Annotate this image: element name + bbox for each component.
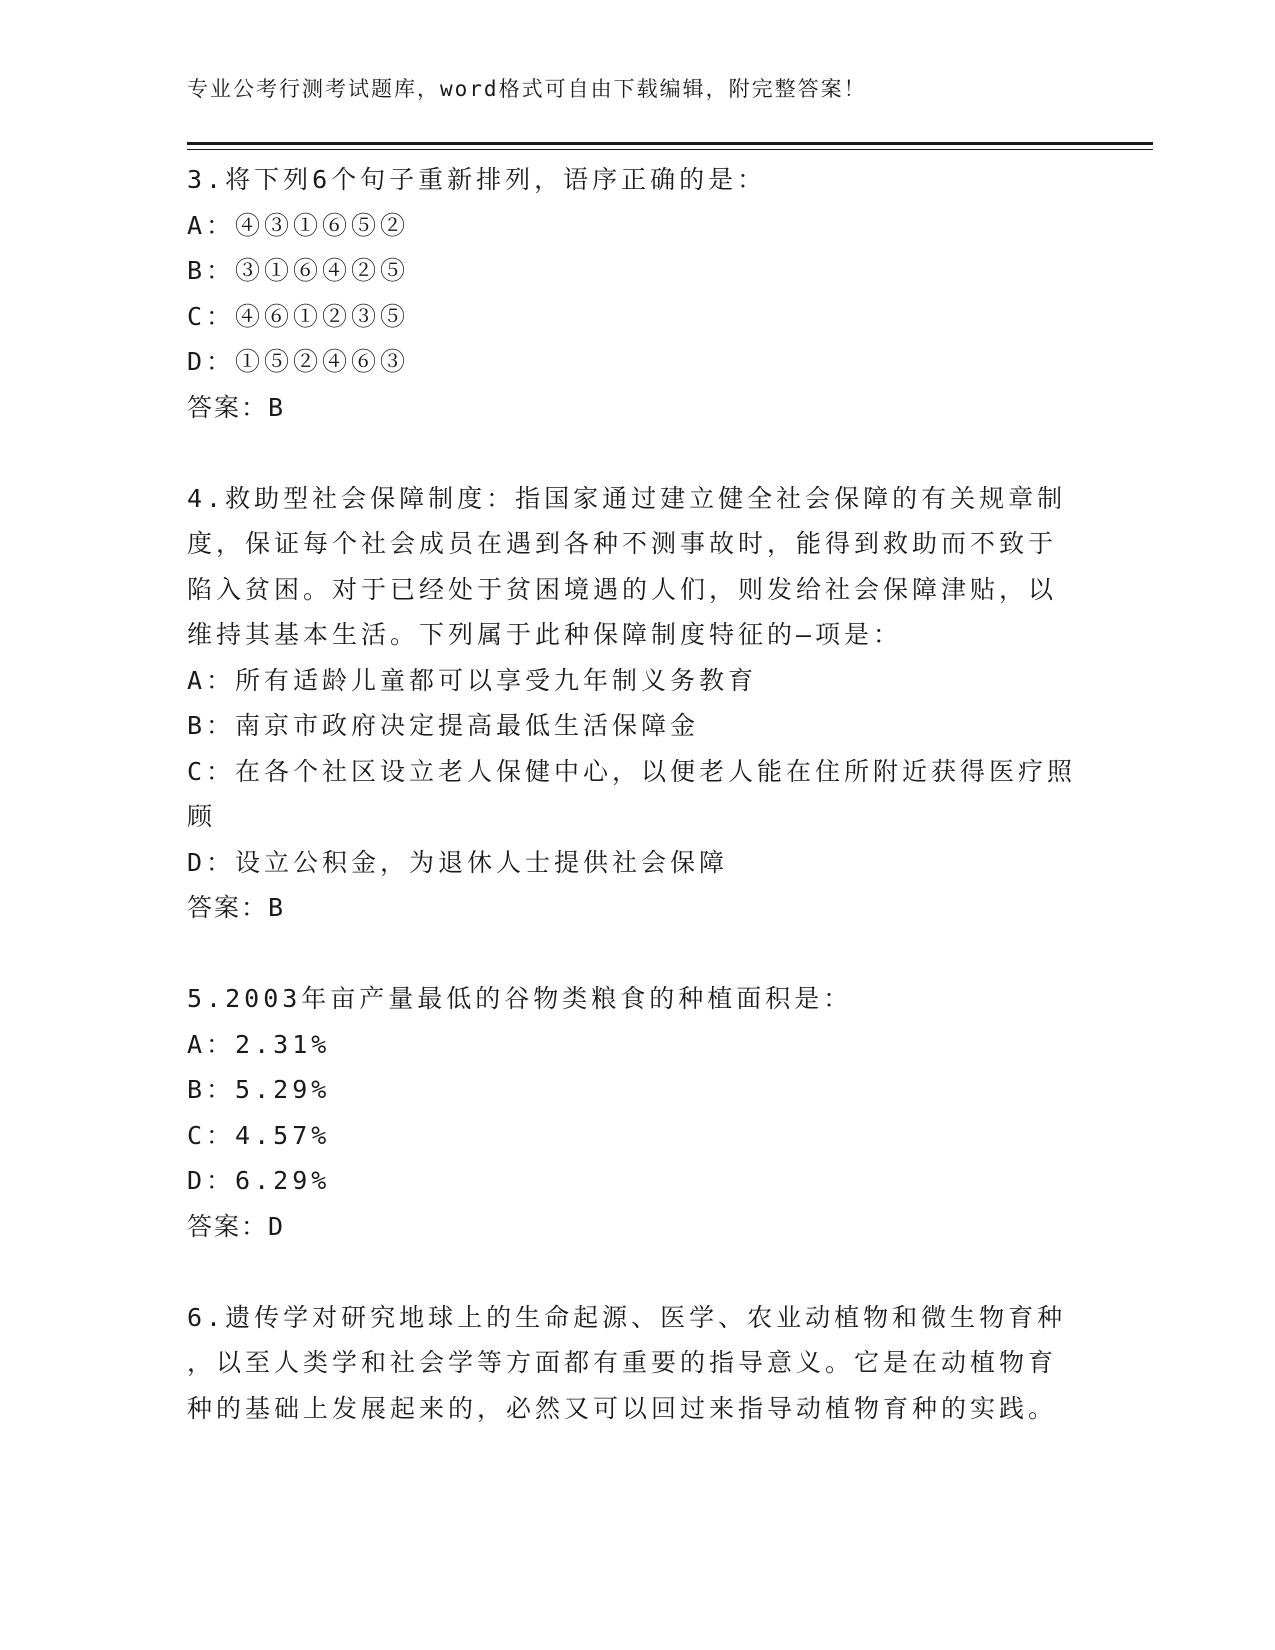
option-b: B：③①⑥④②⑤ <box>187 256 410 285</box>
option-c: C：在各个社区设立老人保健中心，以便老人能在住所附近获得医疗照 <box>187 756 1077 786</box>
option-b: B：5.29% <box>187 1075 331 1104</box>
question-stem-line: 种的基础上发展起来的，必然又可以回过来指导动植物育种的实践。 <box>187 1393 1058 1423</box>
option-c-continued: 顾 <box>187 802 217 831</box>
option-c: C：④⑥①②③⑤ <box>187 301 410 331</box>
question-stem-line: ，以至人类学和社会学等方面都有重要的指导意义。它是在动植物育 <box>187 1348 1058 1377</box>
answer-value: B <box>268 392 288 422</box>
question-stem-line: 陷入贫困。对于已经处于贫困境遇的人们，则发给社会保障津贴，以 <box>187 574 1058 604</box>
question-6 <box>187 1295 1087 1432</box>
question-4 <box>187 476 1087 931</box>
answer-line <box>187 385 1087 431</box>
option-a: A：2.31% <box>187 1029 331 1059</box>
answer-value: B <box>268 893 288 922</box>
page-header: 专业公考行测考试题库，word格式可自由下载编辑，附完整答案！ <box>187 77 867 101</box>
answer-line <box>187 885 1087 931</box>
answer-label: 答案： <box>187 1211 269 1241</box>
question-stem: 3.将下列6个句子重新排列，语序正确的是： <box>187 165 767 194</box>
option-b: B：南京市政府决定提高最低生活保障金 <box>187 711 700 740</box>
question-stem-line: 度，保证每个社会成员在遇到各种不测事故时，能得到救助而不致于 <box>187 529 1058 558</box>
header-rule-thick <box>187 142 1153 145</box>
question-stem-line: 4.救助型社会保障制度：指国家通过建立健全社会保障的有关规章制 <box>187 483 1067 513</box>
answer-label: 答案： <box>187 392 269 422</box>
question-stem-line: 6.遗传学对研究地球上的生命起源、医学、农业动植物和微生物育种 <box>187 1302 1067 1332</box>
option-d: D：6.29% <box>187 1166 331 1195</box>
question-stem-line: 维持其基本生活。下列属于此种保障制度特征的—项是： <box>187 620 903 649</box>
option-c: C：4.57% <box>187 1120 331 1150</box>
answer-line <box>187 1204 1087 1250</box>
answer-label: 答案： <box>187 893 269 922</box>
option-d: D：设立公积金，为退休人士提供社会保障 <box>187 847 729 877</box>
option-a: A：④③①⑥⑤② <box>187 210 410 240</box>
question-5 <box>187 976 1087 1249</box>
header-rule-thin <box>187 149 1153 150</box>
option-a: A：所有适龄儿童都可以享受九年制义务教育 <box>187 665 758 695</box>
question-list <box>187 157 1087 1431</box>
option-d: D：①⑤②④⑥③ <box>187 347 410 376</box>
answer-value: D <box>268 1211 288 1241</box>
question-stem: 5.2003年亩产量最低的谷物类粮食的种植面积是： <box>187 984 853 1013</box>
question-3 <box>187 157 1087 430</box>
